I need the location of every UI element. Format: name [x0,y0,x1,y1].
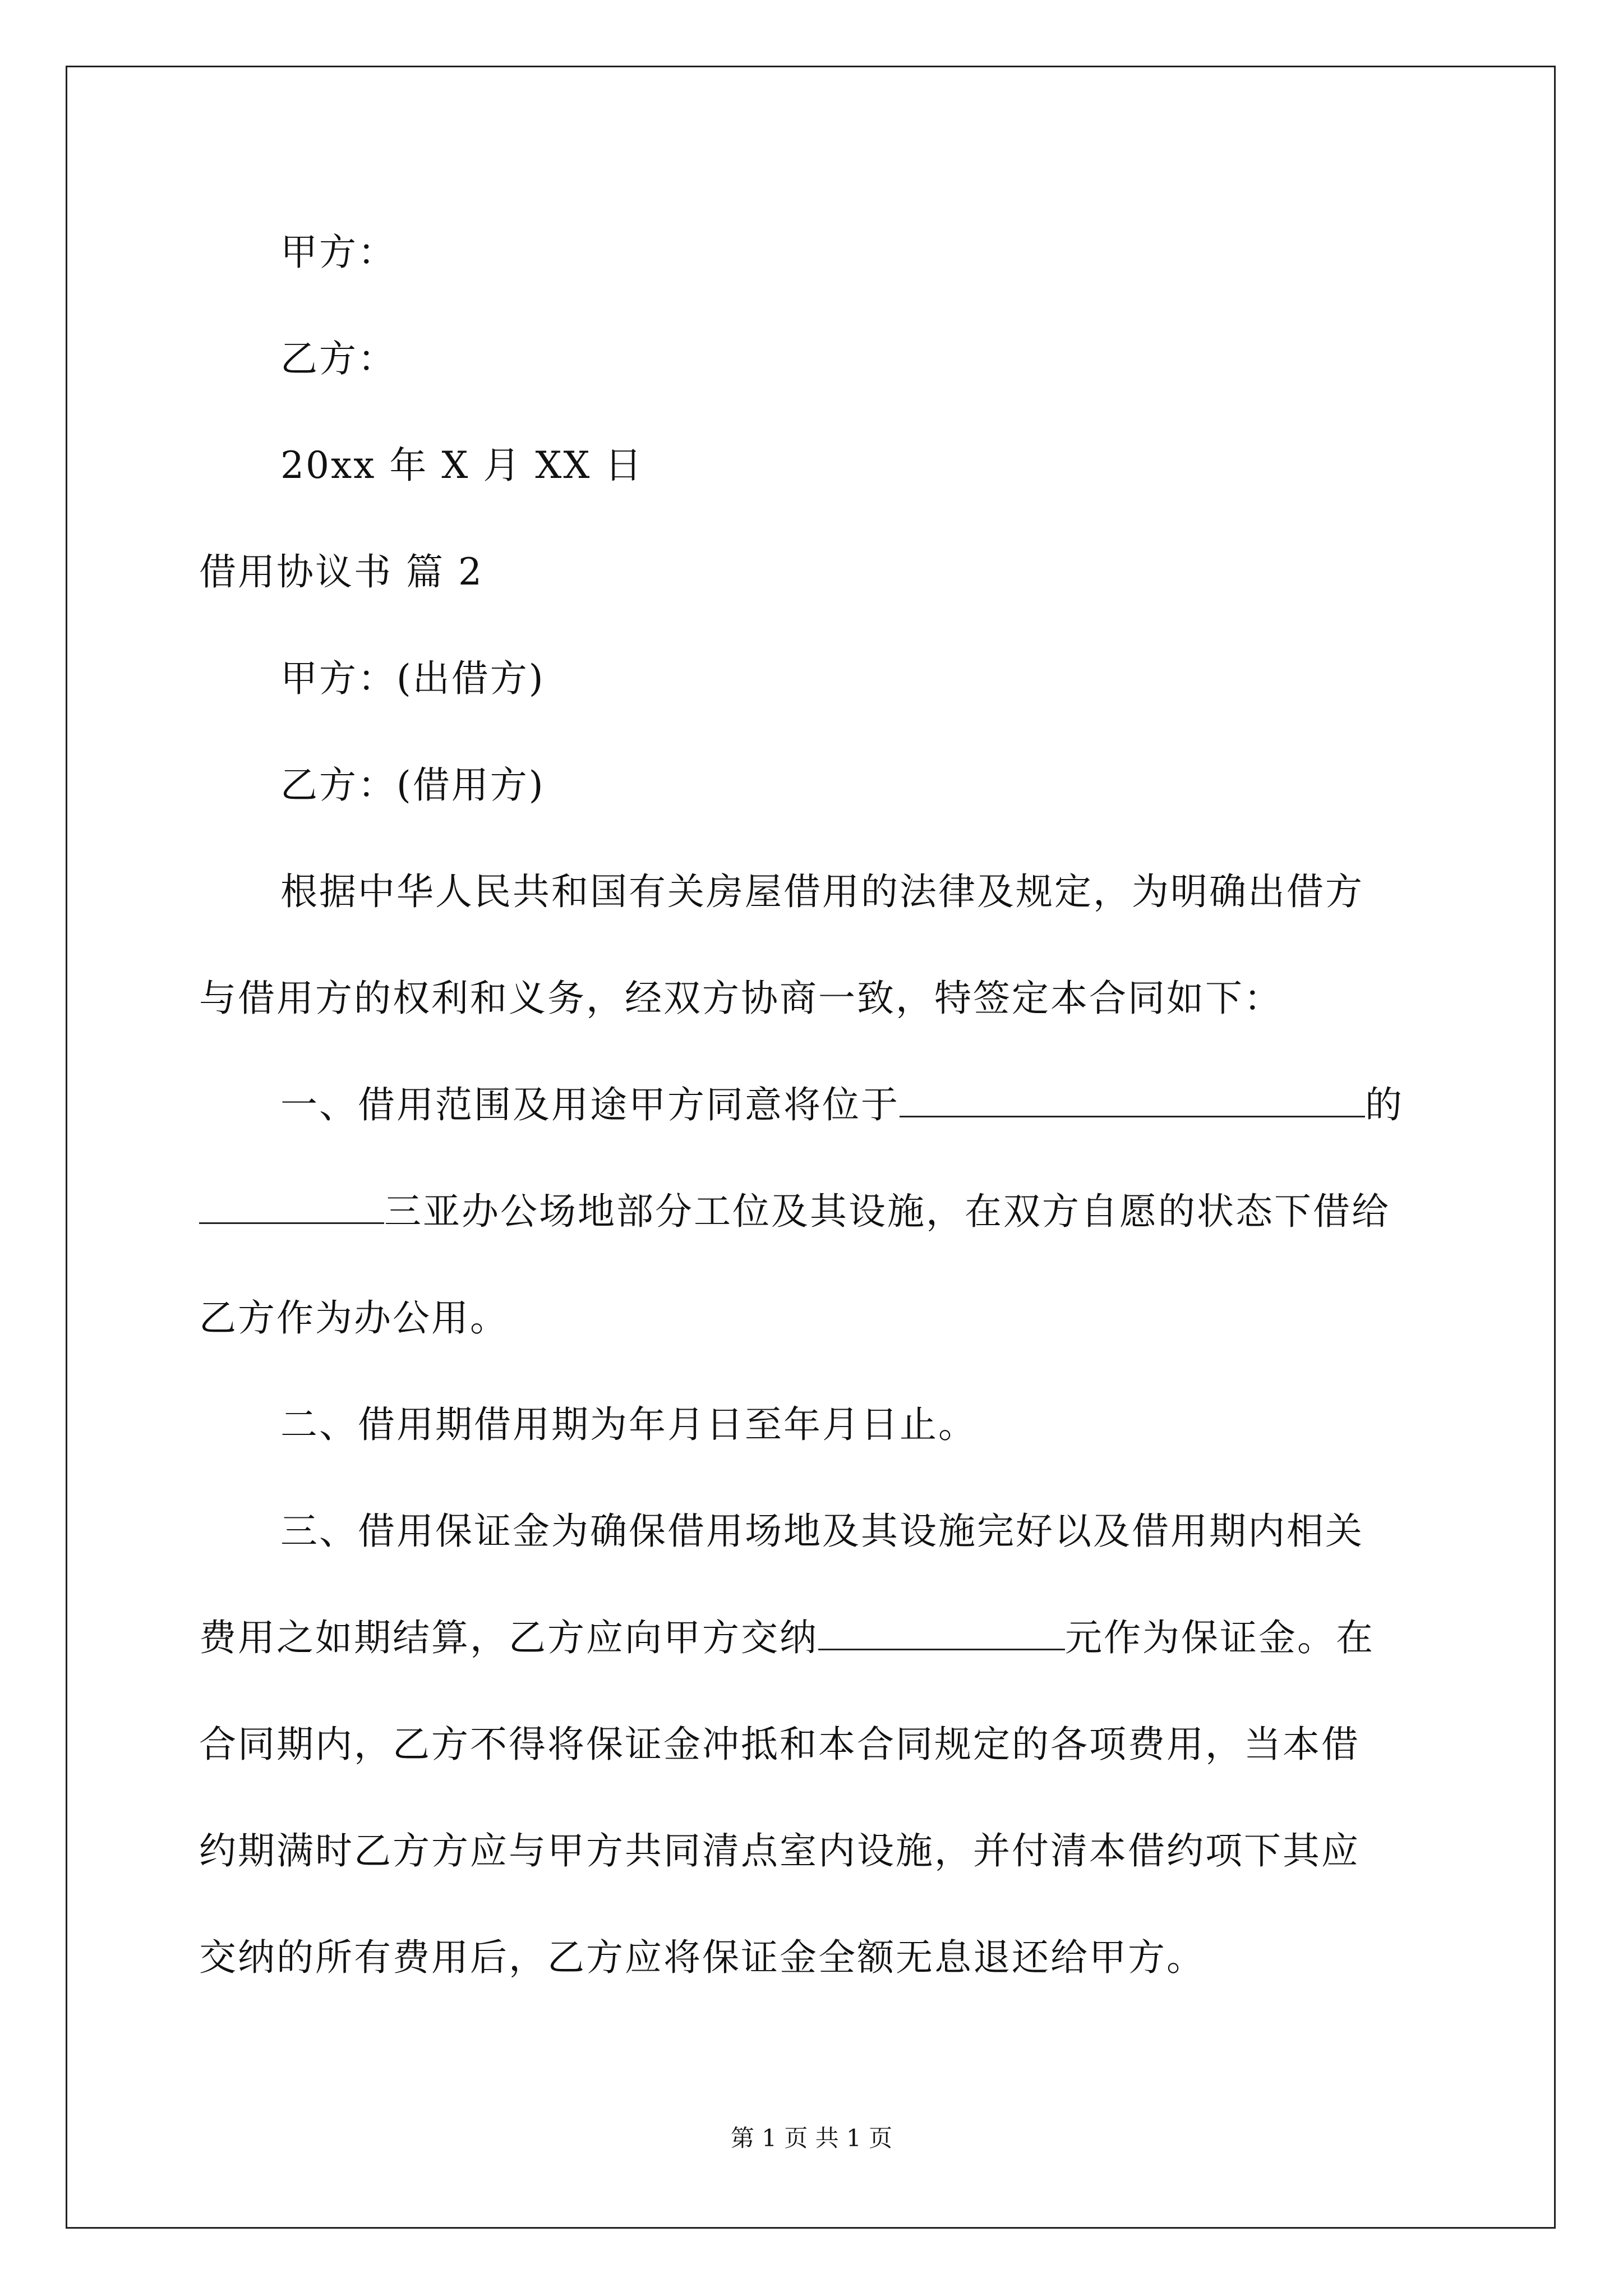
section-title: 借用协议书 篇 2 [199,550,483,593]
clause-1-line-2 [199,1189,1390,1234]
deposit-amount-blank [818,1616,1065,1650]
clause-1-text-b: 的 [1365,1083,1404,1126]
clause-3-text-b: 元作为保证金。在 [1065,1616,1375,1659]
location-blank [900,1083,1365,1117]
date-line: 20xx 年 X 月 XX 日 [280,444,644,487]
clause-1-text-a: 一、借用范围及用途甲方同意将位于 [280,1083,900,1126]
clause-3-line-2 [199,1616,1375,1660]
clause-1-line-3: 乙方作为办公用。 [199,1296,509,1340]
clause-1-line-1 [280,1083,1404,1128]
intro-paragraph-line-2: 与借用方的权利和义务，经双方协商一致，特签定本合同如下： [199,977,1283,1020]
party-b-line: 乙方： [280,337,396,380]
area-blank [199,1190,384,1224]
clause-1-text-c: 三亚办公场地部分工位及其设施，在双方自愿的状态下借给 [384,1190,1390,1233]
clause-3-line-4: 约期满时乙方方应与甲方共同清点室内设施，并付清本借约项下其应 [199,1829,1360,1872]
party-a-line: 甲方： [280,231,396,274]
clause-2-line: 二、借用期借用期为年月日至年月日止。 [280,1403,977,1446]
clause-3-line-5: 交纳的所有费用后，乙方应将保证金全额无息退还给甲方。 [199,1936,1205,1979]
party-a-lender-line: 甲方：(出借方) [280,657,545,700]
page-border [66,66,1556,2229]
clause-3-text-a: 费用之如期结算，乙方应向甲方交纳 [199,1616,818,1659]
clause-3-line-1: 三、借用保证金为确保借用场地及其设施完好以及借用期内相关 [280,1510,1364,1553]
party-b-borrower-line: 乙方：(借用方) [280,763,545,807]
clause-3-line-3: 合同期内，乙方不得将保证金冲抵和本合同规定的各项费用，当本借 [199,1723,1360,1766]
intro-paragraph-line-1: 根据中华人民共和国有关房屋借用的法律及规定，为明确出借方 [280,870,1364,913]
page-number-footer: 第 1 页 共 1 页 [730,2124,893,2152]
